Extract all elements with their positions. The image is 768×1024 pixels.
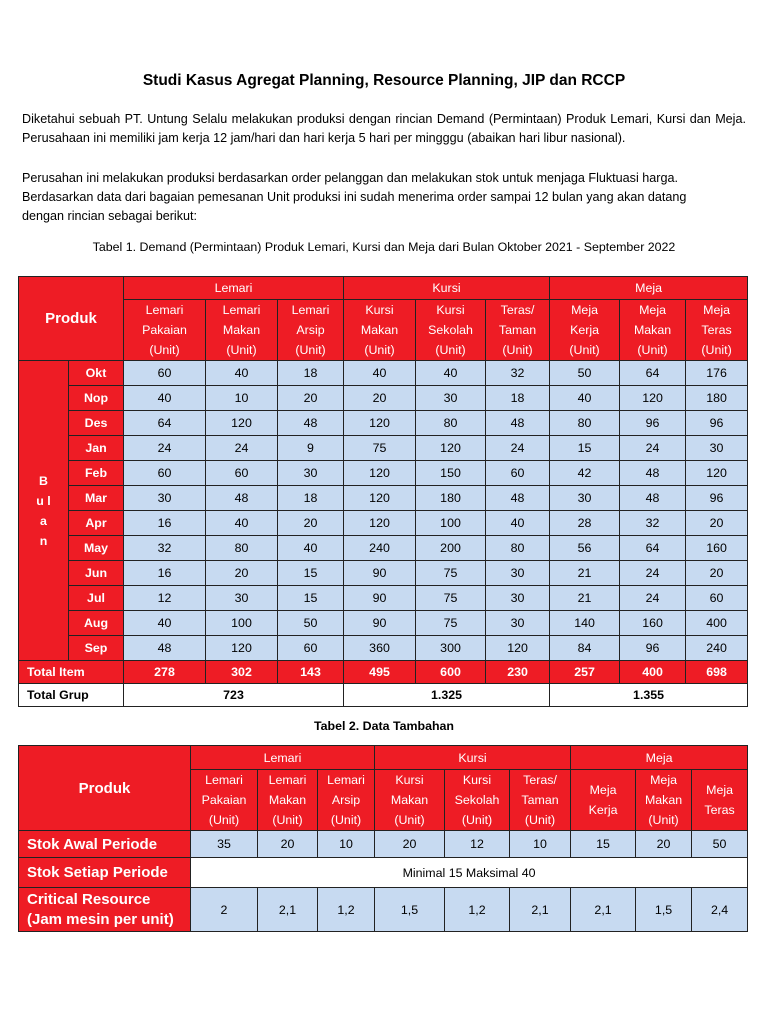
- demand-cell: 75: [344, 436, 416, 461]
- column-header-line: (Unit): [648, 813, 679, 827]
- group-header-meja: Meja: [550, 277, 748, 300]
- group-header-kursi: Kursi: [344, 277, 550, 300]
- column-header: [486, 300, 550, 361]
- stok-setiap-value: Minimal 15 Maksimal 40: [191, 858, 748, 888]
- demand-cell: 160: [686, 536, 748, 561]
- critical-resource-cell: 2: [191, 888, 258, 932]
- demand-cell: 140: [550, 611, 620, 636]
- column-header-line: (Unit): [149, 343, 180, 357]
- critical-label-line2: (Jam mesin per unit): [27, 910, 174, 928]
- context-line: Berdasarkan data dari bagaian pemesanan Unit produksi ini sudah menerima order sampai 12 bulan yang akan datang: [22, 190, 687, 204]
- produk-header: Produk: [19, 277, 124, 361]
- demand-cell: 40: [124, 611, 206, 636]
- column-header-line: Kerja: [588, 803, 618, 817]
- column-header-line: Kursi: [365, 303, 394, 317]
- total-item-cell: 230: [486, 661, 550, 684]
- column-header: [416, 300, 486, 361]
- critical-resource-label: [19, 888, 191, 932]
- demand-cell: 120: [686, 461, 748, 486]
- demand-cell: 15: [278, 586, 344, 611]
- column-header: [620, 300, 686, 361]
- column-header: [686, 300, 748, 361]
- demand-cell: 40: [124, 386, 206, 411]
- demand-cell: 80: [416, 411, 486, 436]
- demand-cell: 75: [416, 561, 486, 586]
- column-header-line: Kursi: [395, 773, 424, 787]
- demand-cell: 60: [486, 461, 550, 486]
- demand-cell: 20: [278, 386, 344, 411]
- demand-cell: 18: [278, 361, 344, 386]
- demand-cell: 40: [550, 386, 620, 411]
- demand-cell: 42: [550, 461, 620, 486]
- month-label: Sep: [69, 636, 124, 661]
- demand-cell: 30: [550, 486, 620, 511]
- column-header-line: Teras/: [523, 773, 557, 787]
- demand-cell: 20: [278, 511, 344, 536]
- demand-cell: 48: [620, 486, 686, 511]
- demand-cell: 64: [124, 411, 206, 436]
- column-header-line: (Unit): [461, 813, 493, 827]
- demand-cell: 12: [124, 586, 206, 611]
- demand-cell: 30: [124, 486, 206, 511]
- column-header-line: (Unit): [637, 343, 668, 357]
- column-header-line: (Unit): [226, 343, 257, 357]
- column-header: [191, 770, 258, 831]
- column-header-line: (Unit): [208, 813, 240, 827]
- total-grup-row: [19, 684, 748, 707]
- critical-resource-row: [19, 888, 748, 932]
- demand-cell: 90: [344, 586, 416, 611]
- critical-resource-cell: 2,4: [692, 888, 748, 932]
- demand-cell: 60: [206, 461, 278, 486]
- demand-cell: 120: [486, 636, 550, 661]
- demand-cell: 84: [550, 636, 620, 661]
- demand-cell: 56: [550, 536, 620, 561]
- column-header-line: Teras/: [500, 303, 535, 317]
- demand-cell: 60: [124, 461, 206, 486]
- column-header-line: Lemari: [291, 303, 330, 317]
- column-header-line: Meja: [706, 783, 733, 797]
- demand-cell: 21: [550, 586, 620, 611]
- critical-resource-cell: 1,2: [445, 888, 510, 932]
- demand-cell: 96: [686, 486, 748, 511]
- column-header-line: Makan: [644, 793, 683, 807]
- column-header: [636, 770, 692, 831]
- column-header-line: Makan: [633, 323, 672, 337]
- demand-cell: 28: [550, 511, 620, 536]
- context-line: Perusahan ini melakukan produksi berdasarkan order pelanggan dan melakukan stok untuk menjaga Fluktuasi harga.: [22, 171, 678, 185]
- stok-awal-label: Stok Awal Periode: [19, 831, 191, 858]
- column-header-line: Pakaian: [142, 323, 187, 337]
- additional-data-table: [18, 745, 748, 932]
- demand-cell: 80: [550, 411, 620, 436]
- column-header: [375, 770, 445, 831]
- group-header-lemari: Lemari: [124, 277, 344, 300]
- demand-cell: 240: [344, 536, 416, 561]
- column-header-line: Teras: [704, 803, 735, 817]
- demand-cell: 40: [344, 361, 416, 386]
- stok-awal-cell: 35: [191, 831, 258, 858]
- table-row: [19, 411, 748, 436]
- produk-header: Produk: [19, 746, 191, 831]
- demand-cell: 20: [206, 561, 278, 586]
- demand-cell: 30: [278, 461, 344, 486]
- stok-awal-cell: 50: [692, 831, 748, 858]
- bulan-label: [19, 361, 69, 661]
- month-label: Feb: [69, 461, 124, 486]
- demand-cell: 150: [416, 461, 486, 486]
- demand-cell: 400: [686, 611, 748, 636]
- column-header-line: Lemari: [268, 773, 307, 787]
- demand-cell: 75: [416, 611, 486, 636]
- demand-cell: 96: [686, 411, 748, 436]
- bulan-letter: u l: [36, 493, 51, 508]
- column-header-line: Teras: [701, 323, 732, 337]
- total-grup-kursi: 1.325: [344, 684, 550, 707]
- demand-cell: 360: [344, 636, 416, 661]
- demand-cell: 15: [278, 561, 344, 586]
- column-header-line: Meja: [650, 773, 677, 787]
- stok-awal-row: [19, 831, 748, 858]
- critical-label-line1: Critical Resource: [27, 890, 151, 908]
- stok-awal-cell: 20: [258, 831, 318, 858]
- critical-resource-cell: 1,5: [636, 888, 692, 932]
- demand-cell: 18: [278, 486, 344, 511]
- demand-cell: 60: [124, 361, 206, 386]
- context-line: dengan rincian sebagai berikut:: [22, 209, 198, 223]
- column-header-line: (Unit): [394, 813, 425, 827]
- demand-cell: 40: [206, 361, 278, 386]
- column-header-line: Lemari: [145, 303, 184, 317]
- critical-resource-cell: 2,1: [510, 888, 571, 932]
- demand-cell: 16: [124, 511, 206, 536]
- demand-cell: 120: [344, 511, 416, 536]
- month-label: Nop: [69, 386, 124, 411]
- column-header-line: Makan: [360, 323, 399, 337]
- demand-cell: 40: [206, 511, 278, 536]
- demand-cell: 100: [416, 511, 486, 536]
- demand-cell: 120: [344, 411, 416, 436]
- demand-cell: 60: [278, 636, 344, 661]
- context-paragraph: [22, 169, 746, 226]
- month-label: Okt: [69, 361, 124, 386]
- column-header-line: Lemari: [205, 773, 243, 787]
- column-header-line: Meja: [571, 303, 598, 317]
- demand-cell: 120: [416, 436, 486, 461]
- demand-table: [18, 276, 748, 707]
- group-header-kursi: Kursi: [375, 746, 571, 770]
- total-item-cell: 143: [278, 661, 344, 684]
- month-label: Des: [69, 411, 124, 436]
- month-label: Jun: [69, 561, 124, 586]
- demand-cell: 300: [416, 636, 486, 661]
- demand-cell: 20: [344, 386, 416, 411]
- stok-awal-cell: 10: [510, 831, 571, 858]
- stok-awal-cell: 20: [375, 831, 445, 858]
- demand-cell: 10: [206, 386, 278, 411]
- demand-cell: 48: [124, 636, 206, 661]
- demand-cell: 15: [550, 436, 620, 461]
- column-header-line: Sekolah: [454, 793, 500, 807]
- table-row: [19, 636, 748, 661]
- demand-cell: 160: [620, 611, 686, 636]
- demand-cell: 50: [278, 611, 344, 636]
- intro-paragraph: Diketahui sebuah PT. Untung Selalu melakukan produksi dengan rincian Demand (Permintaan) Produk Lemari, Kursi dan Meja. Perusahaan ini memiliki jam kerja 12 jam/hari dan hari kerja 5 hari per mingggu (abaikan hari libur nasional).: [22, 112, 746, 145]
- demand-cell: 40: [278, 536, 344, 561]
- demand-cell: 48: [206, 486, 278, 511]
- total-grup-lemari: 723: [124, 684, 344, 707]
- table-row: [19, 611, 748, 636]
- demand-cell: 48: [278, 411, 344, 436]
- table1-column-header-row: [19, 300, 748, 361]
- column-header: [206, 300, 278, 361]
- column-header-line: Pakaian: [201, 793, 247, 807]
- critical-resource-cell: 2,1: [258, 888, 318, 932]
- column-header-line: Arsip: [331, 793, 361, 807]
- column-header-line: (Unit): [701, 343, 732, 357]
- demand-cell: 30: [206, 586, 278, 611]
- demand-cell: 40: [486, 511, 550, 536]
- demand-cell: 80: [206, 536, 278, 561]
- column-header-line: (Unit): [524, 813, 556, 827]
- column-header-line: Makan: [390, 793, 429, 807]
- column-header-line: Makan: [222, 323, 261, 337]
- demand-cell: 96: [620, 411, 686, 436]
- column-header: [258, 770, 318, 831]
- demand-cell: 32: [620, 511, 686, 536]
- column-header-line: Kursi: [462, 773, 492, 787]
- demand-cell: 32: [124, 536, 206, 561]
- demand-cell: 80: [486, 536, 550, 561]
- month-label: Mar: [69, 486, 124, 511]
- column-header-line: Makan: [268, 793, 307, 807]
- bulan-letter: n: [39, 533, 48, 548]
- total-grup-label: Total Grup: [19, 684, 124, 707]
- demand-cell: 30: [416, 386, 486, 411]
- column-header: [344, 300, 416, 361]
- stok-awal-cell: 20: [636, 831, 692, 858]
- demand-cell: 24: [124, 436, 206, 461]
- total-item-cell: 400: [620, 661, 686, 684]
- demand-cell: 30: [686, 436, 748, 461]
- group-header-lemari: Lemari: [191, 746, 375, 770]
- demand-cell: 120: [344, 461, 416, 486]
- column-header: [571, 770, 636, 831]
- demand-cell: 24: [206, 436, 278, 461]
- column-header-line: Taman: [498, 323, 537, 337]
- column-header-line: (Unit): [502, 343, 533, 357]
- demand-cell: 24: [620, 561, 686, 586]
- demand-cell: 180: [416, 486, 486, 511]
- table1-group-header-row: [19, 277, 748, 300]
- demand-cell: 240: [686, 636, 748, 661]
- total-item-cell: 698: [686, 661, 748, 684]
- demand-cell: 100: [206, 611, 278, 636]
- demand-cell: 200: [416, 536, 486, 561]
- column-header-line: Taman: [521, 793, 559, 807]
- table2-group-header-row: [19, 746, 748, 770]
- column-header-line: Lemari: [222, 303, 261, 317]
- demand-cell: 96: [620, 636, 686, 661]
- demand-cell: 16: [124, 561, 206, 586]
- demand-cell: 120: [206, 636, 278, 661]
- column-header-line: (Unit): [295, 343, 326, 357]
- demand-cell: 24: [486, 436, 550, 461]
- table-row: [19, 536, 748, 561]
- column-header-line: Arsip: [296, 323, 325, 337]
- column-header-line: Kursi: [436, 303, 465, 317]
- demand-cell: 180: [686, 386, 748, 411]
- demand-cell: 50: [550, 361, 620, 386]
- demand-cell: 24: [620, 586, 686, 611]
- demand-cell: 20: [686, 511, 748, 536]
- demand-cell: 120: [620, 386, 686, 411]
- total-item-cell: 257: [550, 661, 620, 684]
- table1-caption: Tabel 1. Demand (Permintaan) Produk Lemari, Kursi dan Meja dari Bulan Oktober 2021 - September 2022: [92, 240, 676, 254]
- demand-cell: 48: [486, 486, 550, 511]
- table-row: [19, 511, 748, 536]
- table1-body: [19, 361, 748, 661]
- table-row: [19, 436, 748, 461]
- demand-cell: 120: [344, 486, 416, 511]
- total-item-label: Total Item: [19, 661, 124, 684]
- table-row: [19, 586, 748, 611]
- column-header-line: (Unit): [364, 343, 395, 357]
- stok-awal-cell: 10: [318, 831, 375, 858]
- column-header: [510, 770, 571, 831]
- demand-cell: 18: [486, 386, 550, 411]
- demand-cell: 9: [278, 436, 344, 461]
- table-row: [19, 561, 748, 586]
- demand-cell: 120: [206, 411, 278, 436]
- demand-cell: 30: [486, 586, 550, 611]
- column-header: [692, 770, 748, 831]
- column-header: [445, 770, 510, 831]
- table-row: [19, 461, 748, 486]
- demand-cell: 64: [620, 536, 686, 561]
- month-label: Jul: [69, 586, 124, 611]
- demand-cell: 30: [486, 561, 550, 586]
- demand-cell: 90: [344, 561, 416, 586]
- group-header-meja: Meja: [571, 746, 748, 770]
- critical-resource-cell: 1,5: [375, 888, 445, 932]
- table2-caption: Tabel 2. Data Tambahan: [313, 719, 454, 733]
- demand-cell: 60: [686, 586, 748, 611]
- stok-setiap-label: Stok Setiap Periode: [19, 858, 191, 888]
- total-grup-meja: 1.355: [550, 684, 748, 707]
- demand-cell: 176: [686, 361, 748, 386]
- column-header: [278, 300, 344, 361]
- column-header-line: Meja: [703, 303, 730, 317]
- demand-cell: 20: [686, 561, 748, 586]
- stok-awal-cell: 15: [571, 831, 636, 858]
- total-item-cell: 600: [416, 661, 486, 684]
- stok-setiap-row: [19, 858, 748, 888]
- month-label: Jan: [69, 436, 124, 461]
- column-header-line: (Unit): [272, 813, 303, 827]
- column-header-line: (Unit): [569, 343, 600, 357]
- total-item-cell: 278: [124, 661, 206, 684]
- table-row: [19, 486, 748, 511]
- demand-cell: 24: [620, 436, 686, 461]
- demand-cell: 40: [416, 361, 486, 386]
- demand-cell: 21: [550, 561, 620, 586]
- critical-resource-cell: 2,1: [571, 888, 636, 932]
- demand-cell: 32: [486, 361, 550, 386]
- column-header-line: Meja: [639, 303, 666, 317]
- month-label: Aug: [69, 611, 124, 636]
- column-header-line: Meja: [589, 783, 617, 797]
- total-item-cell: 495: [344, 661, 416, 684]
- month-label: Apr: [69, 511, 124, 536]
- total-item-cell: 302: [206, 661, 278, 684]
- column-header-line: (Unit): [435, 343, 466, 357]
- demand-cell: 90: [344, 611, 416, 636]
- bulan-letter: B: [39, 473, 48, 488]
- page-title: Studi Kasus Agregat Planning, Resource Planning, JIP dan RCCP: [142, 72, 626, 89]
- column-header-line: Lemari: [327, 773, 365, 787]
- demand-cell: 64: [620, 361, 686, 386]
- stok-awal-cell: 12: [445, 831, 510, 858]
- demand-cell: 48: [486, 411, 550, 436]
- column-header: [318, 770, 375, 831]
- demand-cell: 75: [416, 586, 486, 611]
- column-header-line: Sekolah: [428, 323, 473, 337]
- column-header: [550, 300, 620, 361]
- column-header-line: Kerja: [570, 323, 600, 337]
- bulan-letter: a: [40, 513, 47, 528]
- demand-cell: 30: [486, 611, 550, 636]
- table-row: [19, 361, 748, 386]
- demand-cell: 48: [620, 461, 686, 486]
- critical-resource-cell: 1,2: [318, 888, 375, 932]
- column-header-line: (Unit): [330, 813, 362, 827]
- column-header: [124, 300, 206, 361]
- table-row: [19, 386, 748, 411]
- total-item-row: [19, 661, 748, 684]
- month-label: May: [69, 536, 124, 561]
